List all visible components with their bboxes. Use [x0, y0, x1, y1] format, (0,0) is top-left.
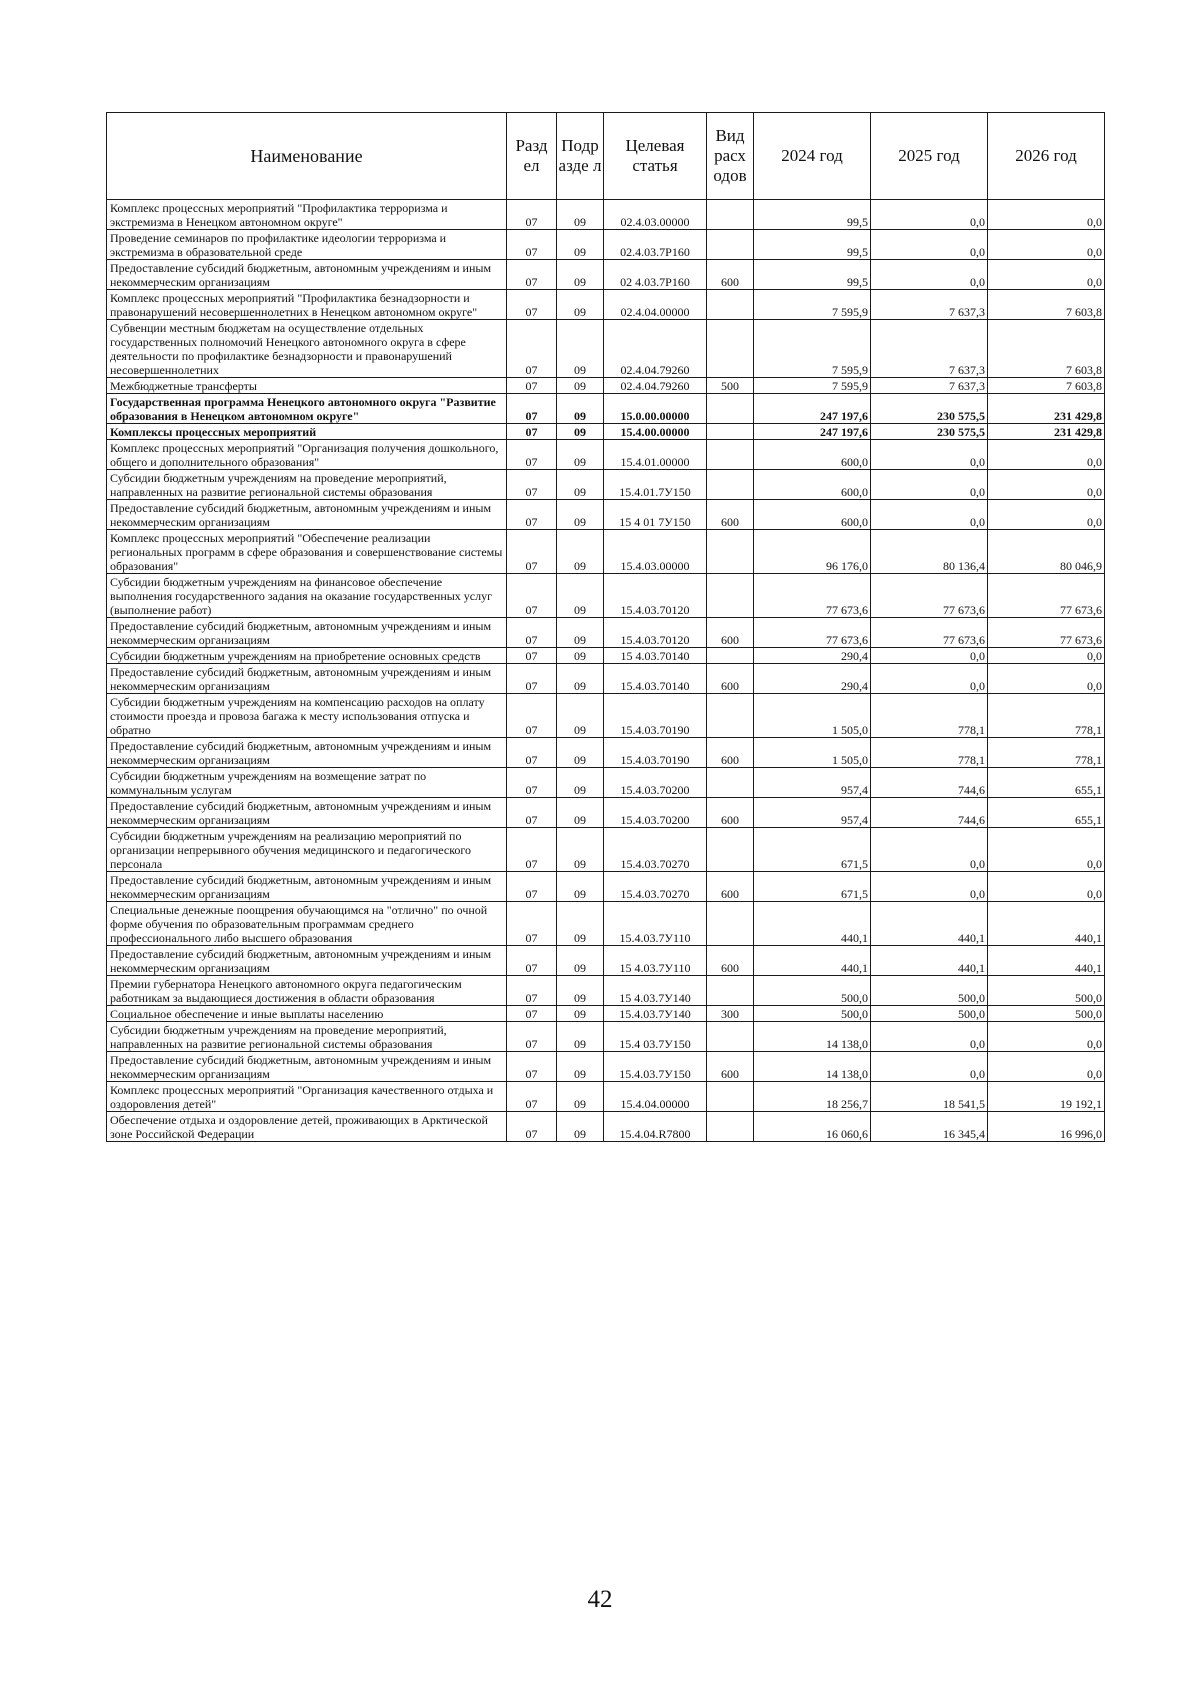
- table-row: [107, 230, 1105, 260]
- cell-2024: 440,1: [754, 902, 871, 946]
- cell-section: 07: [507, 768, 557, 798]
- cell-subsection: 09: [557, 1006, 604, 1022]
- cell-subsection: 09: [557, 1112, 604, 1142]
- cell-2026: 80 046,9: [988, 530, 1105, 574]
- cell-section: 07: [507, 1006, 557, 1022]
- table-row: [107, 200, 1105, 230]
- cell-2026: 19 192,1: [988, 1082, 1105, 1112]
- cell-2024: 600,0: [754, 500, 871, 530]
- cell-2024: 290,4: [754, 664, 871, 694]
- cell-subsection: 09: [557, 1052, 604, 1082]
- cell-2024: 500,0: [754, 1006, 871, 1022]
- cell-2025: 7 637,3: [871, 320, 988, 378]
- cell-section: 07: [507, 694, 557, 738]
- table-row: [107, 378, 1105, 394]
- cell-subsection: 09: [557, 976, 604, 1006]
- cell-target-article: 02.4.04.79260: [604, 320, 707, 378]
- cell-subsection: 09: [557, 1082, 604, 1112]
- cell-name: Предоставление субсидий бюджетным, автономным учреждениям и иным некоммерческим организациям: [107, 738, 507, 768]
- cell-expense-type: [707, 230, 754, 260]
- cell-target-article: 15.4 03.7У150: [604, 1022, 707, 1052]
- cell-name: Субсидии бюджетным учреждениям на реализацию мероприятий по организации непрерывного обучения медицинского и педагогического персонала: [107, 828, 507, 872]
- cell-2025: 0,0: [871, 872, 988, 902]
- cell-section: 07: [507, 394, 557, 424]
- cell-target-article: 15 4.03.7У110: [604, 946, 707, 976]
- cell-2024: 957,4: [754, 768, 871, 798]
- cell-name: Субвенции местным бюджетам на осуществление отдельных государственных полномочий Ненецкого автономного округа в сфере деятельности по профилактике безнадзорности и правонарушений несовершеннолетних: [107, 320, 507, 378]
- cell-2026: 7 603,8: [988, 290, 1105, 320]
- cell-2025: 230 575,5: [871, 424, 988, 440]
- cell-2025: 0,0: [871, 648, 988, 664]
- cell-expense-type: [707, 1082, 754, 1112]
- cell-name: Предоставление субсидий бюджетным, автономным учреждениям и иным некоммерческим организациям: [107, 946, 507, 976]
- cell-subsection: 09: [557, 260, 604, 290]
- header-year-2024: 2024 год: [754, 113, 871, 200]
- cell-subsection: 09: [557, 530, 604, 574]
- cell-subsection: 09: [557, 872, 604, 902]
- cell-subsection: 09: [557, 694, 604, 738]
- cell-2026: 0,0: [988, 200, 1105, 230]
- table-row: [107, 694, 1105, 738]
- header-target-article: Целевая статья: [604, 113, 707, 200]
- cell-target-article: 15.4.03.70190: [604, 694, 707, 738]
- cell-name: Субсидии бюджетным учреждениям на проведение мероприятий, направленных на развитие региональной системы образования: [107, 470, 507, 500]
- header-section: Разд ел: [507, 113, 557, 200]
- cell-2025: 18 541,5: [871, 1082, 988, 1112]
- cell-target-article: 02 4.03.7Р160: [604, 260, 707, 290]
- cell-expense-type: 600: [707, 664, 754, 694]
- cell-2024: 77 673,6: [754, 574, 871, 618]
- cell-name: Комплекс процессных мероприятий "Организация качественного отдыха и оздоровления детей": [107, 1082, 507, 1112]
- cell-target-article: 15.4.03.7У140: [604, 1006, 707, 1022]
- cell-section: 07: [507, 902, 557, 946]
- cell-expense-type: 600: [707, 738, 754, 768]
- cell-2024: 671,5: [754, 872, 871, 902]
- cell-name: Субсидии бюджетным учреждениям на приобретение основных средств: [107, 648, 507, 664]
- table-row: [107, 648, 1105, 664]
- cell-target-article: 15.4.03.70120: [604, 574, 707, 618]
- table-row: [107, 574, 1105, 618]
- cell-expense-type: 600: [707, 260, 754, 290]
- cell-section: 07: [507, 946, 557, 976]
- table-row: [107, 394, 1105, 424]
- cell-2026: 16 996,0: [988, 1112, 1105, 1142]
- cell-name: Специальные денежные поощрения обучающимся на "отлично" по очной форме обучения по образовательным программам среднего профессионального либо высшего образования: [107, 902, 507, 946]
- cell-expense-type: [707, 470, 754, 500]
- cell-subsection: 09: [557, 320, 604, 378]
- cell-name: Предоставление субсидий бюджетным, автономным учреждениям и иным некоммерческим организациям: [107, 618, 507, 648]
- cell-name: Премии губернатора Ненецкого автономного округа педагогическим работникам за выдающиеся достижения в области образования: [107, 976, 507, 1006]
- table-row: [107, 798, 1105, 828]
- cell-section: 07: [507, 1112, 557, 1142]
- cell-2025: 0,0: [871, 664, 988, 694]
- cell-name: Субсидии бюджетным учреждениям на проведение мероприятий, направленных на развитие региональной системы образования: [107, 1022, 507, 1052]
- cell-section: 07: [507, 1022, 557, 1052]
- cell-subsection: 09: [557, 394, 604, 424]
- table-row: [107, 424, 1105, 440]
- cell-expense-type: [707, 290, 754, 320]
- cell-subsection: 09: [557, 1022, 604, 1052]
- cell-target-article: 02.4.04.79260: [604, 378, 707, 394]
- cell-subsection: 09: [557, 290, 604, 320]
- cell-expense-type: 600: [707, 618, 754, 648]
- cell-2024: 7 595,9: [754, 378, 871, 394]
- cell-name: Предоставление субсидий бюджетным, автономным учреждениям и иным некоммерческим организациям: [107, 260, 507, 290]
- cell-2025: 0,0: [871, 230, 988, 260]
- table-row: [107, 440, 1105, 470]
- table-row: [107, 946, 1105, 976]
- table-row: [107, 530, 1105, 574]
- cell-target-article: 15.4.04.R7800: [604, 1112, 707, 1142]
- cell-2025: 778,1: [871, 738, 988, 768]
- cell-section: 07: [507, 290, 557, 320]
- cell-expense-type: 300: [707, 1006, 754, 1022]
- cell-2024: 247 197,6: [754, 394, 871, 424]
- cell-subsection: 09: [557, 648, 604, 664]
- cell-2025: 0,0: [871, 1022, 988, 1052]
- cell-2025: 0,0: [871, 200, 988, 230]
- cell-target-article: 15 4.03.7У140: [604, 976, 707, 1006]
- cell-name: Комплекс процессных мероприятий "Организация получения дошкольного, общего и дополнительного образования": [107, 440, 507, 470]
- cell-name: Субсидии бюджетным учреждениям на финансовое обеспечение выполнения государственного задания на оказание государственных услуг (выполнение работ): [107, 574, 507, 618]
- cell-section: 07: [507, 1052, 557, 1082]
- cell-expense-type: [707, 1022, 754, 1052]
- cell-target-article: 15.4.03.7У150: [604, 1052, 707, 1082]
- page-number: 42: [587, 1586, 613, 1613]
- cell-section: 07: [507, 470, 557, 500]
- cell-section: 07: [507, 1082, 557, 1112]
- cell-name: Проведение семинаров по профилактике идеологии терроризма и экстремизма в образовательной среде: [107, 230, 507, 260]
- cell-target-article: 15.4.03.70270: [604, 872, 707, 902]
- cell-subsection: 09: [557, 470, 604, 500]
- cell-name: Предоставление субсидий бюджетным, автономным учреждениям и иным некоммерческим организациям: [107, 872, 507, 902]
- cell-2024: 290,4: [754, 648, 871, 664]
- table-row: [107, 1006, 1105, 1022]
- cell-2024: 600,0: [754, 470, 871, 500]
- cell-expense-type: [707, 394, 754, 424]
- cell-subsection: 09: [557, 946, 604, 976]
- cell-expense-type: [707, 902, 754, 946]
- cell-2025: 77 673,6: [871, 618, 988, 648]
- cell-2026: 655,1: [988, 768, 1105, 798]
- cell-expense-type: [707, 976, 754, 1006]
- cell-2025: 7 637,3: [871, 378, 988, 394]
- cell-target-article: 02.4.03.00000: [604, 200, 707, 230]
- cell-2026: 500,0: [988, 1006, 1105, 1022]
- cell-section: 07: [507, 828, 557, 872]
- cell-2026: 778,1: [988, 738, 1105, 768]
- cell-target-article: 15.4.03.70190: [604, 738, 707, 768]
- cell-2024: 7 595,9: [754, 320, 871, 378]
- cell-section: 07: [507, 530, 557, 574]
- header-year-2025: 2025 год: [871, 113, 988, 200]
- cell-subsection: 09: [557, 902, 604, 946]
- cell-2026: 0,0: [988, 1052, 1105, 1082]
- cell-2025: 80 136,4: [871, 530, 988, 574]
- cell-section: 07: [507, 440, 557, 470]
- cell-subsection: 09: [557, 618, 604, 648]
- cell-target-article: 15.4.04.00000: [604, 1082, 707, 1112]
- cell-expense-type: [707, 424, 754, 440]
- cell-section: 07: [507, 648, 557, 664]
- cell-2025: 744,6: [871, 798, 988, 828]
- table-row: [107, 1052, 1105, 1082]
- cell-2025: 16 345,4: [871, 1112, 988, 1142]
- cell-2024: 600,0: [754, 440, 871, 470]
- cell-expense-type: 600: [707, 798, 754, 828]
- cell-2025: 440,1: [871, 902, 988, 946]
- cell-2025: 778,1: [871, 694, 988, 738]
- cell-2026: 77 673,6: [988, 618, 1105, 648]
- cell-expense-type: 500: [707, 378, 754, 394]
- table-row: [107, 902, 1105, 946]
- cell-2024: 247 197,6: [754, 424, 871, 440]
- cell-2024: 14 138,0: [754, 1022, 871, 1052]
- table-row: [107, 1082, 1105, 1112]
- cell-name: Предоставление субсидий бюджетным, автономным учреждениям и иным некоммерческим организациям: [107, 1052, 507, 1082]
- table-row: [107, 872, 1105, 902]
- cell-2025: 0,0: [871, 828, 988, 872]
- cell-expense-type: 600: [707, 1052, 754, 1082]
- cell-section: 07: [507, 798, 557, 828]
- cell-2026: 0,0: [988, 440, 1105, 470]
- cell-2024: 1 505,0: [754, 738, 871, 768]
- cell-2026: 7 603,8: [988, 378, 1105, 394]
- cell-target-article: 02.4.03.7Р160: [604, 230, 707, 260]
- cell-expense-type: [707, 768, 754, 798]
- cell-2024: 671,5: [754, 828, 871, 872]
- cell-expense-type: [707, 320, 754, 378]
- cell-2025: 0,0: [871, 260, 988, 290]
- cell-2025: 0,0: [871, 1052, 988, 1082]
- cell-target-article: 15.4.01.7У150: [604, 470, 707, 500]
- cell-section: 07: [507, 574, 557, 618]
- cell-expense-type: [707, 1112, 754, 1142]
- cell-target-article: 15.4.03.00000: [604, 530, 707, 574]
- cell-2026: 0,0: [988, 1022, 1105, 1052]
- cell-section: 07: [507, 378, 557, 394]
- cell-2024: 99,5: [754, 200, 871, 230]
- table-body: [107, 200, 1105, 1142]
- header-subsection: Подр азде л: [557, 113, 604, 200]
- cell-subsection: 09: [557, 230, 604, 260]
- cell-2026: 0,0: [988, 664, 1105, 694]
- cell-2025: 0,0: [871, 440, 988, 470]
- cell-target-article: 02.4.04.00000: [604, 290, 707, 320]
- cell-target-article: 15.4.03.70200: [604, 768, 707, 798]
- cell-2026: 0,0: [988, 230, 1105, 260]
- cell-section: 07: [507, 872, 557, 902]
- cell-subsection: 09: [557, 378, 604, 394]
- table-row: [107, 768, 1105, 798]
- cell-2026: 0,0: [988, 828, 1105, 872]
- table-row: [107, 618, 1105, 648]
- cell-name: Обеспечение отдыха и оздоровление детей, проживающих в Арктической зоне Российской Федерации: [107, 1112, 507, 1142]
- header-expense-type: Вид расх одов: [707, 113, 754, 200]
- cell-expense-type: [707, 440, 754, 470]
- cell-target-article: 15.4.03.70200: [604, 798, 707, 828]
- cell-2025: 0,0: [871, 500, 988, 530]
- cell-subsection: 09: [557, 664, 604, 694]
- cell-subsection: 09: [557, 574, 604, 618]
- table-row: [107, 828, 1105, 872]
- cell-2025: 500,0: [871, 1006, 988, 1022]
- cell-name: Предоставление субсидий бюджетным, автономным учреждениям и иным некоммерческим организациям: [107, 798, 507, 828]
- cell-target-article: 15.0.00.00000: [604, 394, 707, 424]
- cell-2025: 0,0: [871, 470, 988, 500]
- cell-2025: 500,0: [871, 976, 988, 1006]
- cell-2025: 77 673,6: [871, 574, 988, 618]
- cell-2024: 14 138,0: [754, 1052, 871, 1082]
- cell-2026: 778,1: [988, 694, 1105, 738]
- header-year-2026: 2026 год: [988, 113, 1105, 200]
- cell-expense-type: [707, 694, 754, 738]
- cell-2024: 16 060,6: [754, 1112, 871, 1142]
- cell-subsection: 09: [557, 500, 604, 530]
- cell-2024: 7 595,9: [754, 290, 871, 320]
- cell-2024: 1 505,0: [754, 694, 871, 738]
- cell-expense-type: 600: [707, 500, 754, 530]
- cell-name: Государственная программа Ненецкого автономного округа "Развитие образования в Ненецком автономном округе": [107, 394, 507, 424]
- cell-subsection: 09: [557, 828, 604, 872]
- cell-2026: 77 673,6: [988, 574, 1105, 618]
- cell-target-article: 15.4.03.70270: [604, 828, 707, 872]
- cell-section: 07: [507, 424, 557, 440]
- table-row: [107, 664, 1105, 694]
- cell-subsection: 09: [557, 768, 604, 798]
- table-row: [107, 500, 1105, 530]
- table-row: [107, 320, 1105, 378]
- cell-target-article: 15.4.03.70140: [604, 664, 707, 694]
- table-row: [107, 1112, 1105, 1142]
- cell-expense-type: [707, 200, 754, 230]
- cell-name: Субсидии бюджетным учреждениям на компенсацию расходов на оплату стоимости проезда и провоза багажа к месту использования отпуска и обратно: [107, 694, 507, 738]
- cell-2024: 957,4: [754, 798, 871, 828]
- cell-subsection: 09: [557, 738, 604, 768]
- cell-section: 07: [507, 976, 557, 1006]
- cell-2026: 0,0: [988, 500, 1105, 530]
- cell-2026: 231 429,8: [988, 424, 1105, 440]
- cell-target-article: 15 4 01 7У150: [604, 500, 707, 530]
- cell-2024: 77 673,6: [754, 618, 871, 648]
- cell-name: Комплексы процессных мероприятий: [107, 424, 507, 440]
- cell-2025: 7 637,3: [871, 290, 988, 320]
- cell-2024: 96 176,0: [754, 530, 871, 574]
- cell-2026: 500,0: [988, 976, 1105, 1006]
- table-row: [107, 260, 1105, 290]
- cell-expense-type: [707, 574, 754, 618]
- cell-name: Межбюджетные трансферты: [107, 378, 507, 394]
- cell-expense-type: [707, 530, 754, 574]
- header-name: Наименование: [107, 113, 507, 200]
- table-row: [107, 1022, 1105, 1052]
- cell-section: 07: [507, 260, 557, 290]
- cell-section: 07: [507, 200, 557, 230]
- cell-expense-type: 600: [707, 872, 754, 902]
- table-header: [107, 113, 1105, 200]
- cell-2026: 7 603,8: [988, 320, 1105, 378]
- cell-name: Комплекс процессных мероприятий "Обеспечение реализации региональных программ в сфере образования и совершенствование системы образования": [107, 530, 507, 574]
- cell-section: 07: [507, 500, 557, 530]
- cell-section: 07: [507, 664, 557, 694]
- cell-name: Социальное обеспечение и иные выплаты населению: [107, 1006, 507, 1022]
- cell-section: 07: [507, 738, 557, 768]
- cell-name: Предоставление субсидий бюджетным, автономным учреждениям и иным некоммерческим организациям: [107, 500, 507, 530]
- table-row: [107, 470, 1105, 500]
- cell-subsection: 09: [557, 798, 604, 828]
- budget-table: [106, 112, 1105, 1142]
- cell-2025: 230 575,5: [871, 394, 988, 424]
- cell-target-article: 15.4.00.00000: [604, 424, 707, 440]
- cell-subsection: 09: [557, 440, 604, 470]
- cell-subsection: 09: [557, 200, 604, 230]
- cell-2026: 0,0: [988, 872, 1105, 902]
- cell-2024: 99,5: [754, 230, 871, 260]
- cell-2026: 0,0: [988, 470, 1105, 500]
- cell-section: 07: [507, 230, 557, 260]
- cell-section: 07: [507, 320, 557, 378]
- cell-2026: 0,0: [988, 648, 1105, 664]
- cell-2026: 231 429,8: [988, 394, 1105, 424]
- cell-2025: 744,6: [871, 768, 988, 798]
- table-row: [107, 976, 1105, 1006]
- cell-2024: 99,5: [754, 260, 871, 290]
- cell-2026: 655,1: [988, 798, 1105, 828]
- cell-name: Комплекс процессных мероприятий "Профилактика терроризма и экстремизма в Ненецком автономном округе": [107, 200, 507, 230]
- table-row: [107, 290, 1105, 320]
- cell-2024: 500,0: [754, 976, 871, 1006]
- table-row: [107, 738, 1105, 768]
- cell-2026: 440,1: [988, 946, 1105, 976]
- cell-name: Комплекс процессных мероприятий "Профилактика безнадзорности и правонарушений несовершеннолетних в Ненецком автономном округе": [107, 290, 507, 320]
- cell-target-article: 15.4.01.00000: [604, 440, 707, 470]
- cell-subsection: 09: [557, 424, 604, 440]
- cell-2026: 0,0: [988, 260, 1105, 290]
- cell-target-article: 15.4.03.70120: [604, 618, 707, 648]
- cell-expense-type: [707, 828, 754, 872]
- cell-target-article: 15 4.03.70140: [604, 648, 707, 664]
- cell-section: 07: [507, 618, 557, 648]
- cell-2024: 440,1: [754, 946, 871, 976]
- cell-name: Предоставление субсидий бюджетным, автономным учреждениям и иным некоммерческим организациям: [107, 664, 507, 694]
- cell-expense-type: 600: [707, 946, 754, 976]
- cell-expense-type: [707, 648, 754, 664]
- cell-name: Субсидии бюджетным учреждениям на возмещение затрат по коммунальным услугам: [107, 768, 507, 798]
- cell-target-article: 15.4.03.7У110: [604, 902, 707, 946]
- cell-2026: 440,1: [988, 902, 1105, 946]
- cell-2024: 18 256,7: [754, 1082, 871, 1112]
- cell-2025: 440,1: [871, 946, 988, 976]
